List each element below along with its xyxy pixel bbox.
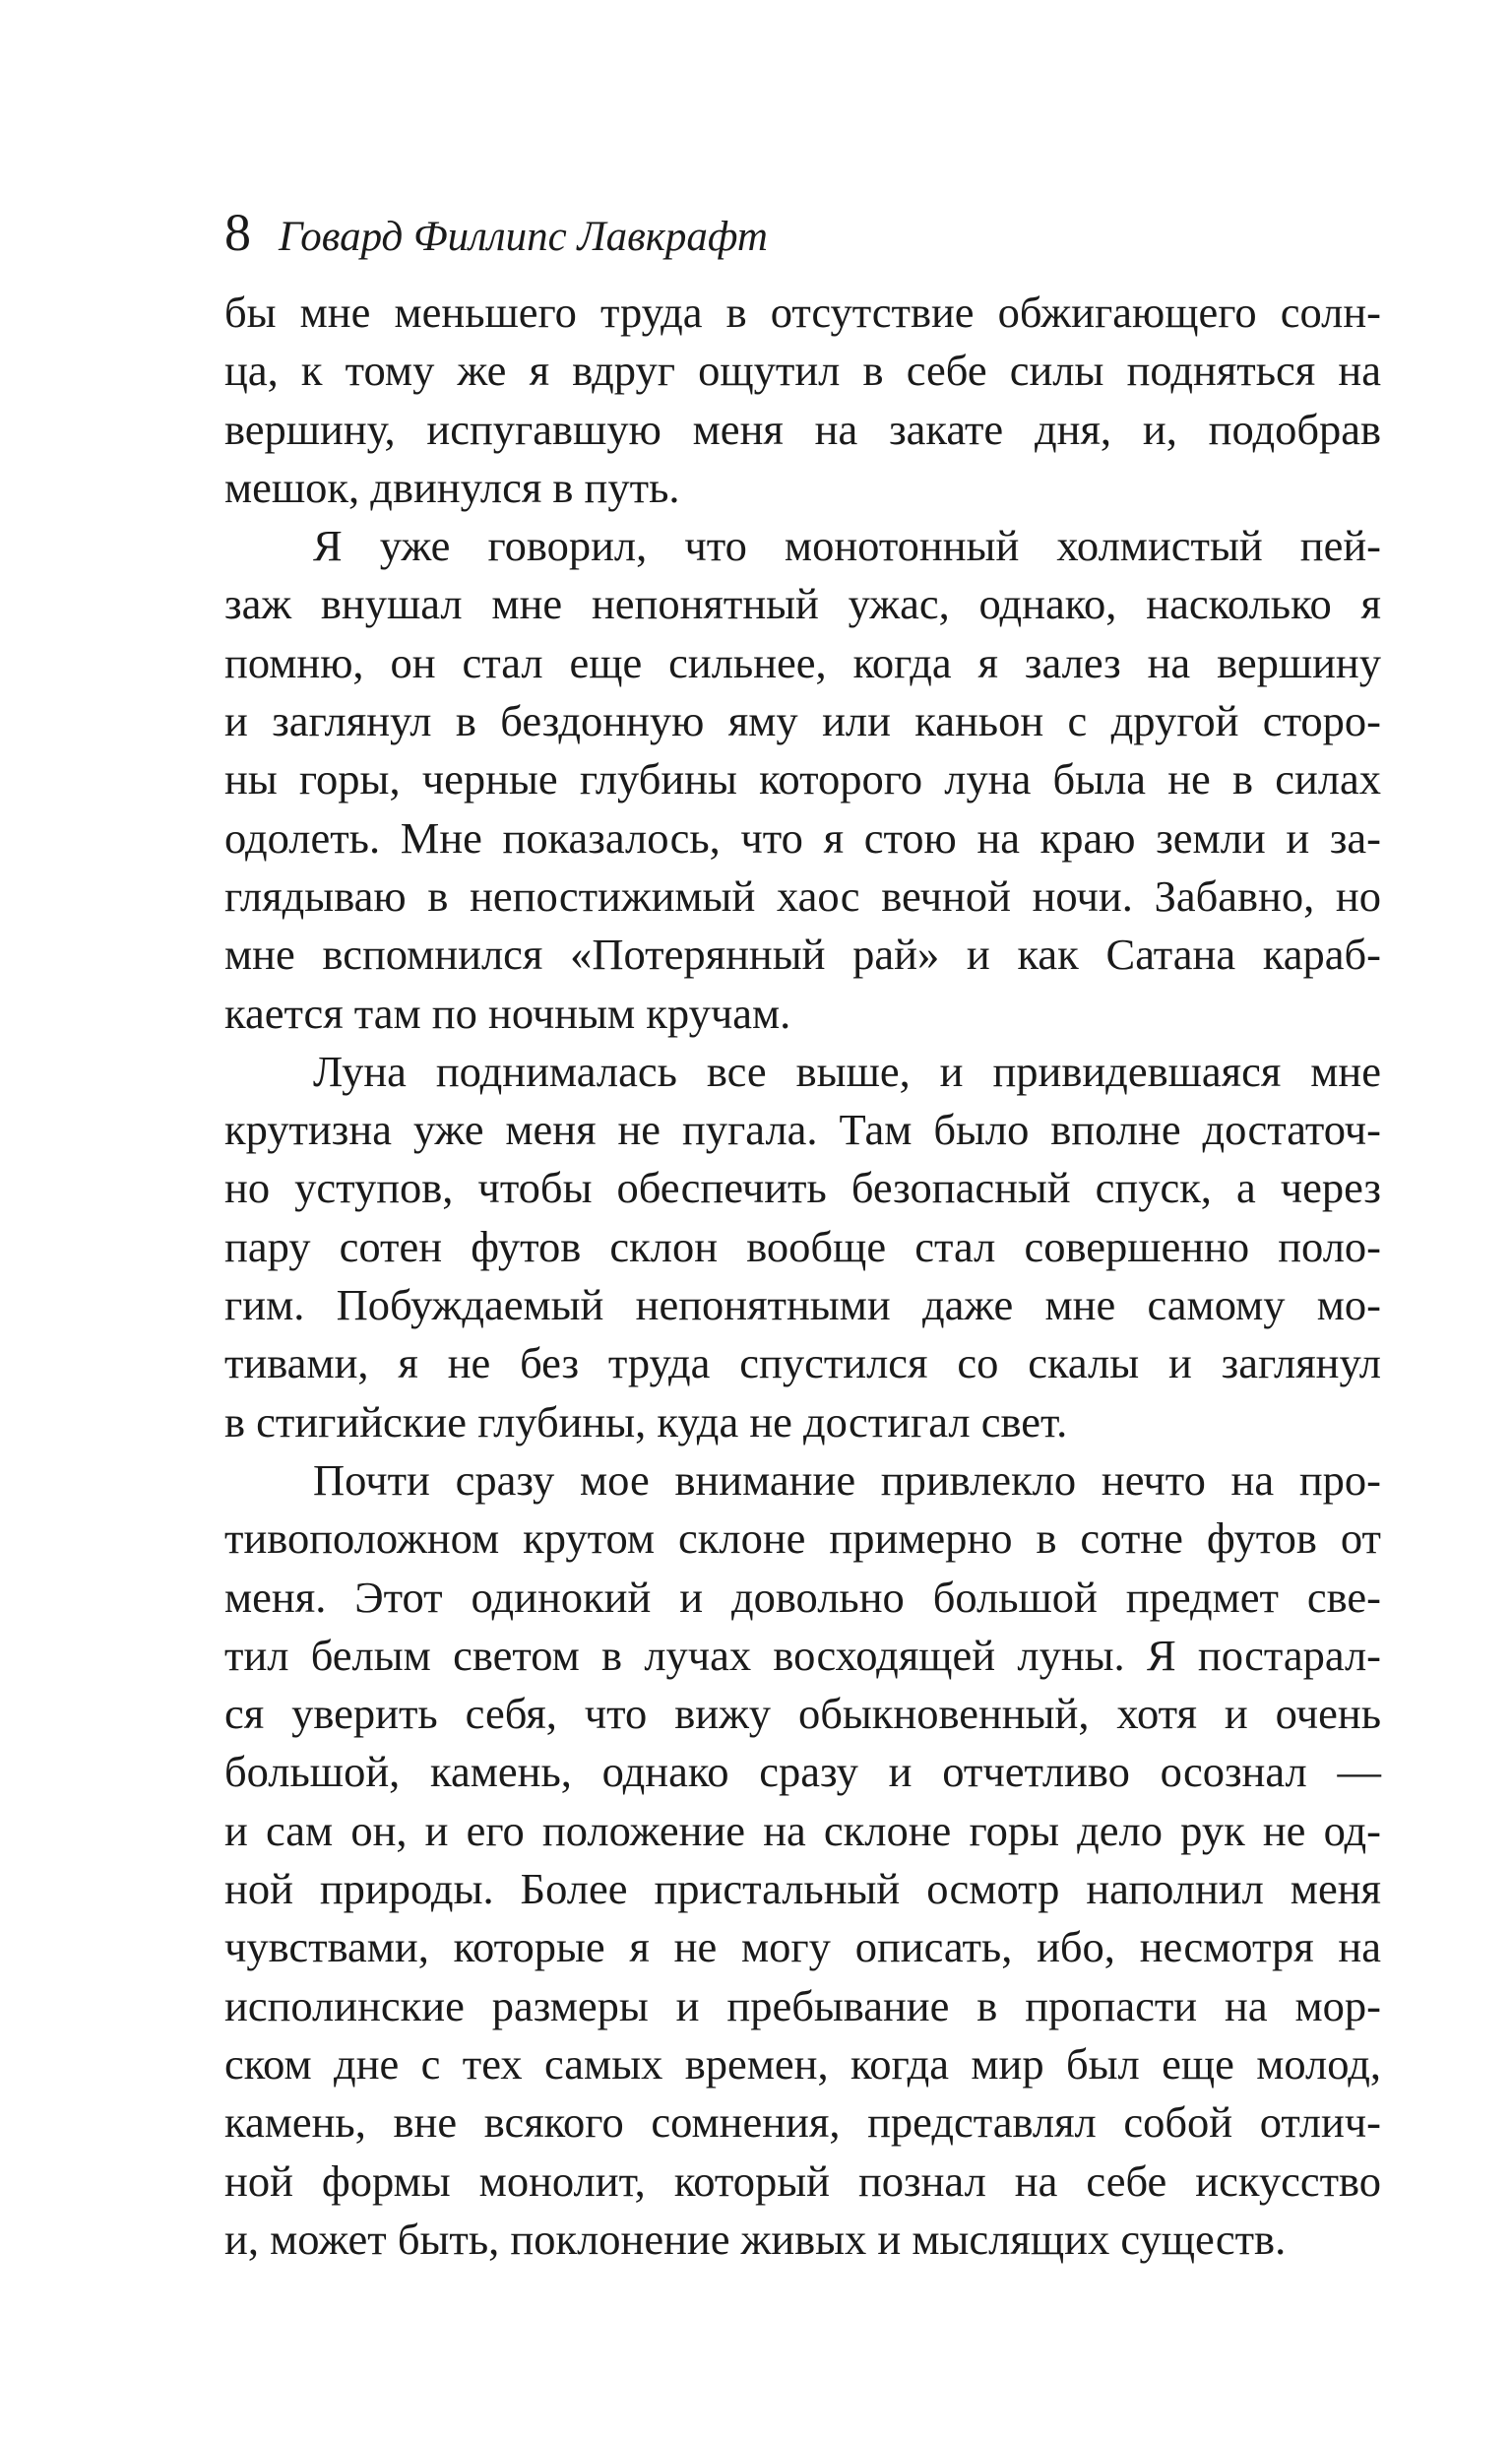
text-line: Почти сразу мое внимание привлекло нечто на про- — [313, 1454, 1381, 1505]
text-line: ной формы монолит, который познал на себе искусство — [224, 2155, 1381, 2206]
text-line: бы мне меньшего труда в отсутствие обжигающего солн- — [224, 288, 1381, 337]
text-line: и сам он, и его положение на склоне горы дело рук не од- — [224, 1805, 1381, 1855]
text-line: ском дне с тех самых времен, когда мир был еще молод, — [224, 2038, 1381, 2089]
text-line: тивами, я не без труда спустился со скалы и заглянул — [224, 1338, 1381, 1388]
text-line: исполинские размеры и пребывание в пропасти на мор- — [224, 1980, 1381, 2030]
page-number: 8 — [224, 203, 251, 262]
text-line: заж внушал мне непонятный ужас, однако, насколько я — [224, 579, 1381, 629]
text-line: крутизна уже меня не пугала. Там было вполне достаточ- — [224, 1105, 1381, 1155]
paragraph — [224, 517, 1381, 1043]
text-line: чувствами, которые я не могу описать, ибо, несмотря на — [224, 1922, 1381, 1972]
text-line: ны горы, черные глубины которого луна была не в силах — [224, 754, 1381, 804]
text-line: меня. Этот одинокий и довольно большой предмет све- — [224, 1572, 1381, 1622]
running-head: Говард Филлипс Лавкрафт — [279, 214, 768, 260]
page-header — [224, 202, 768, 271]
text-line: большой, камень, однако сразу и отчетливо осознал — — [224, 1747, 1381, 1797]
text-line: и, может быть, поклонение живых и мыслящих существ. — [224, 2214, 1287, 2264]
text-line: глядываю в непостижимый хаос вечной ночи. Забавно, но — [224, 870, 1381, 921]
paragraph — [224, 1451, 1381, 2269]
body-text — [224, 284, 1381, 2269]
text-line: одолеть. Мне показалось, что я стою на краю земли и за- — [224, 812, 1381, 863]
text-line: гим. Побуждаемый непонятными даже мне самому мо- — [224, 1280, 1381, 1330]
text-line: помню, он стал еще сильнее, когда я залез на вершину — [224, 637, 1381, 687]
text-line: Луна поднималась все выше, и привидевшаяся мне — [313, 1046, 1381, 1096]
text-line: пару сотен футов склон вообще стал совершенно поло- — [224, 1221, 1381, 1271]
text-line: ся уверить себя, что вижу обыкновенный, хотя и очень — [224, 1689, 1381, 1739]
text-line: и заглянул в бездонную яму или каньон с другой сторо- — [224, 696, 1381, 746]
text-line: кается там по ночным кручам. — [224, 988, 791, 1038]
text-line: Я уже говорил, что монотонный холмистый пей- — [313, 521, 1381, 571]
text-line: мне вспомнился «Потерянный рай» и как Сатана караб- — [224, 930, 1381, 980]
text-line: в стигийские глубины, куда не достигал свет. — [224, 1396, 1068, 1447]
text-line: камень, вне всякого сомнения, представлял собой отлич- — [224, 2097, 1381, 2148]
paragraph — [224, 284, 1381, 517]
text-line: но уступов, чтобы обеспечить безопасный спуск, а через — [224, 1163, 1381, 1213]
text-line: ца, к тому же я вдруг ощутил в себе силы подняться на — [224, 346, 1381, 396]
text-line: мешок, двинулся в путь. — [224, 462, 680, 512]
text-line: ной природы. Более пристальный осмотр наполнил меня — [224, 1864, 1381, 1914]
text-line: тил белым светом в лучах восходящей луны. Я постарал- — [224, 1630, 1381, 1680]
text-line: тивоположном крутом склоне примерно в сотне футов от — [224, 1513, 1381, 1564]
paragraph — [224, 1043, 1381, 1451]
text-line: вершину, испугавшую меня на закате дня, и, подобрав — [224, 404, 1381, 454]
